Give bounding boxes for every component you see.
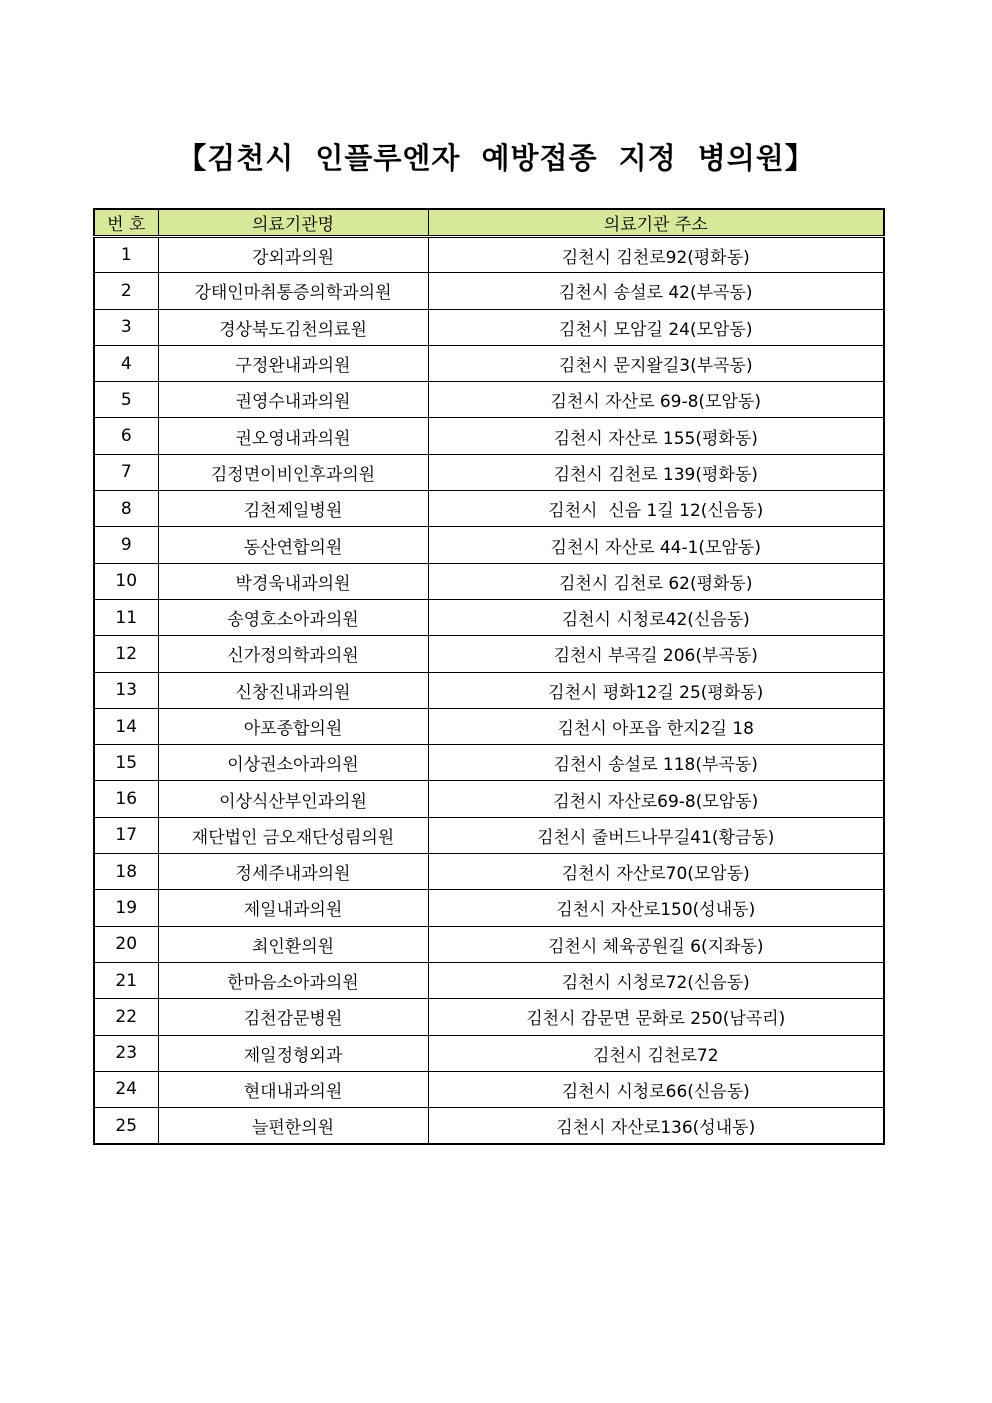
clinic-address-cell: 김천시 자산로136(성내동) (428, 1108, 884, 1144)
row-number-cell: 8 (94, 491, 158, 527)
clinic-address-cell: 김천시 문지왈길3(부곡동) (428, 345, 884, 381)
table-row (94, 599, 884, 635)
clinic-name-cell: 구정완내과의원 (158, 345, 428, 381)
clinic-address-cell: 김천시 김천로72 (428, 1035, 884, 1071)
clinic-address-cell: 김천시 김천로92(평화동) (428, 237, 884, 273)
row-number-cell: 11 (94, 599, 158, 635)
row-number-cell: 16 (94, 781, 158, 817)
clinic-address-cell: 김천시 자산로 155(평화동) (428, 418, 884, 454)
clinic-name-cell: 김천제일병원 (158, 491, 428, 527)
table-row (94, 890, 884, 926)
clinic-address-cell: 김천시 자산로 69-8(모암동) (428, 382, 884, 418)
table-row (94, 454, 884, 490)
clinic-table (93, 208, 885, 1145)
table-row (94, 962, 884, 998)
row-number-cell: 6 (94, 418, 158, 454)
table-row (94, 418, 884, 454)
row-number-cell: 13 (94, 672, 158, 708)
column-header-number: 번 호 (94, 209, 158, 237)
clinic-name-cell: 제일정형외과 (158, 1035, 428, 1071)
table-row (94, 563, 884, 599)
clinic-name-cell: 박경욱내과의원 (158, 563, 428, 599)
table-row (94, 672, 884, 708)
table-body (94, 237, 884, 1144)
row-number-cell: 3 (94, 309, 158, 345)
table-row (94, 636, 884, 672)
page-title: 【김천시 인플루엔자 예방접종 지정 병의원】 (177, 141, 815, 175)
clinic-address-cell: 김천시 자산로69-8(모암동) (428, 781, 884, 817)
table-row (94, 273, 884, 309)
row-number-cell: 23 (94, 1035, 158, 1071)
row-number-cell: 12 (94, 636, 158, 672)
clinic-address-cell: 김천시 김천로 62(평화동) (428, 563, 884, 599)
row-number-cell: 15 (94, 745, 158, 781)
row-number-cell: 25 (94, 1108, 158, 1144)
clinic-name-cell: 이상권소아과의원 (158, 745, 428, 781)
table-row (94, 237, 884, 273)
clinic-address-cell: 김천시 송설로 118(부곡동) (428, 745, 884, 781)
row-number-cell: 10 (94, 563, 158, 599)
table-row (94, 745, 884, 781)
clinic-address-cell: 김천시 시청로66(신음동) (428, 1071, 884, 1107)
clinic-address-cell: 김천시 시청로72(신음동) (428, 962, 884, 998)
clinic-name-cell: 김천감문병원 (158, 999, 428, 1035)
clinic-name-cell: 강태인마취통증의학과의원 (158, 273, 428, 309)
clinic-address-cell: 김천시 송설로 42(부곡동) (428, 273, 884, 309)
row-number-cell: 24 (94, 1071, 158, 1107)
clinic-name-cell: 늘편한의원 (158, 1108, 428, 1144)
table-row (94, 491, 884, 527)
clinic-address-cell: 김천시 감문면 문화로 250(남곡리) (428, 999, 884, 1035)
table-row (94, 817, 884, 853)
clinic-address-cell: 김천시 줄버드나무길41(황금동) (428, 817, 884, 853)
row-number-cell: 9 (94, 527, 158, 563)
clinic-address-cell: 김천시 모암길 24(모암동) (428, 309, 884, 345)
row-number-cell: 7 (94, 454, 158, 490)
table-header-row (94, 209, 884, 237)
row-number-cell: 2 (94, 273, 158, 309)
row-number-cell: 14 (94, 708, 158, 744)
table-row (94, 309, 884, 345)
clinic-address-cell: 김천시 자산로 44-1(모암동) (428, 527, 884, 563)
clinic-name-cell: 권영수내과의원 (158, 382, 428, 418)
table-row (94, 1108, 884, 1144)
table-row (94, 708, 884, 744)
clinic-name-cell: 강외과의원 (158, 237, 428, 273)
column-header-clinic-address: 의료기관 주소 (428, 209, 884, 237)
row-number-cell: 5 (94, 382, 158, 418)
clinic-address-cell: 김천시 자산로150(성내동) (428, 890, 884, 926)
clinic-address-cell: 김천시 시청로42(신음동) (428, 599, 884, 635)
clinic-name-cell: 현대내과의원 (158, 1071, 428, 1107)
clinic-address-cell: 김천시 자산로70(모암동) (428, 854, 884, 890)
table-row (94, 926, 884, 962)
row-number-cell: 19 (94, 890, 158, 926)
clinic-name-cell: 신가정의학과의원 (158, 636, 428, 672)
clinic-address-cell: 김천시 신음 1길 12(신음동) (428, 491, 884, 527)
clinic-table-container (93, 208, 883, 1145)
table-row (94, 345, 884, 381)
clinic-name-cell: 한마음소아과의원 (158, 962, 428, 998)
clinic-address-cell: 김천시 김천로 139(평화동) (428, 454, 884, 490)
table-row (94, 854, 884, 890)
clinic-address-cell: 김천시 평화12길 25(평화동) (428, 672, 884, 708)
clinic-address-cell: 김천시 아포읍 한지2길 18 (428, 708, 884, 744)
row-number-cell: 1 (94, 237, 158, 273)
clinic-name-cell: 재단법인 금오재단성림의원 (158, 817, 428, 853)
row-number-cell: 18 (94, 854, 158, 890)
row-number-cell: 22 (94, 999, 158, 1035)
clinic-name-cell: 권오영내과의원 (158, 418, 428, 454)
clinic-address-cell: 김천시 체육공원길 6(지좌동) (428, 926, 884, 962)
clinic-address-cell: 김천시 부곡길 206(부곡동) (428, 636, 884, 672)
clinic-name-cell: 신창진내과의원 (158, 672, 428, 708)
table-row (94, 1035, 884, 1071)
clinic-name-cell: 정세주내과의원 (158, 854, 428, 890)
clinic-name-cell: 김정면이비인후과의원 (158, 454, 428, 490)
row-number-cell: 20 (94, 926, 158, 962)
clinic-name-cell: 송영호소아과의원 (158, 599, 428, 635)
clinic-name-cell: 경상북도김천의료원 (158, 309, 428, 345)
clinic-name-cell: 최인환의원 (158, 926, 428, 962)
clinic-name-cell: 동산연합의원 (158, 527, 428, 563)
clinic-name-cell: 제일내과의원 (158, 890, 428, 926)
row-number-cell: 4 (94, 345, 158, 381)
row-number-cell: 21 (94, 962, 158, 998)
table-row (94, 999, 884, 1035)
table-row (94, 781, 884, 817)
clinic-name-cell: 이상식산부인과의원 (158, 781, 428, 817)
table-row (94, 527, 884, 563)
table-row (94, 382, 884, 418)
row-number-cell: 17 (94, 817, 158, 853)
table-row (94, 1071, 884, 1107)
clinic-name-cell: 아포종합의원 (158, 708, 428, 744)
column-header-clinic-name: 의료기관명 (158, 209, 428, 237)
